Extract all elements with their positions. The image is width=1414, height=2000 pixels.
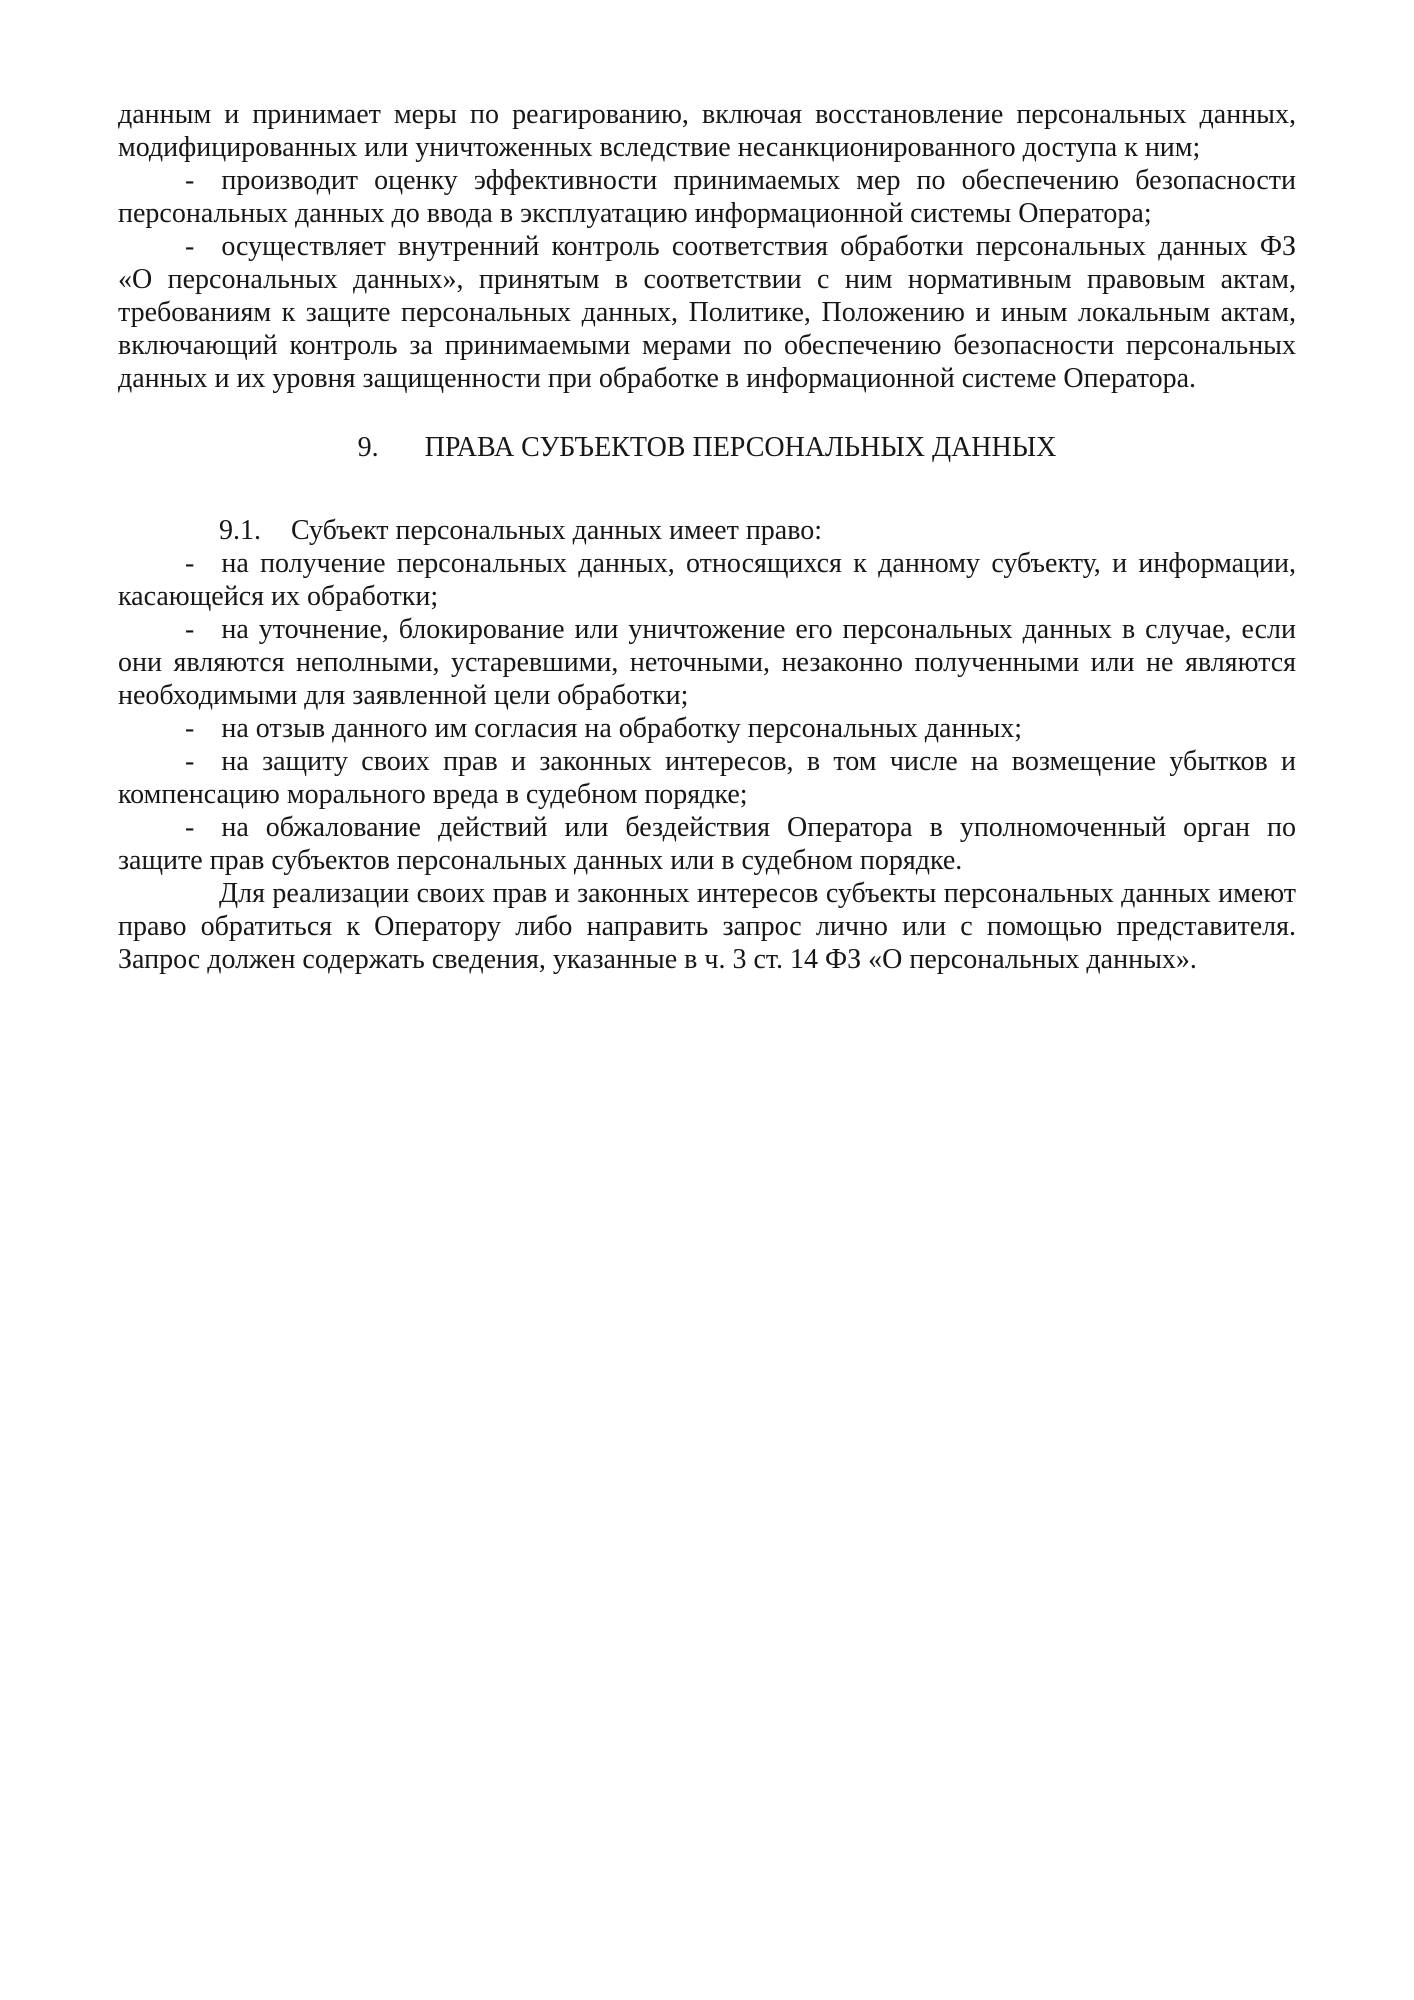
list-item-text: осуществляет внутренний контроль соответствия обработки персональных данных ФЗ «О персональных данных», принятым в соответствии с ним нормативным правовым актам, требованиям к защите персональных данных, Политике, Положению и иным локальным актам, включающий контроль за принимаемыми мерами по обеспечению безопасности персональных данных и их уровня защищенности при обработке в информационной системе Оператора. xyxy=(118,231,1296,394)
list-item-text: на обжалование действий или бездействия Оператора в уполномоченный орган по защите прав субъектов персональных данных или в судебном порядке. xyxy=(118,812,1296,876)
section-title: ПРАВА СУБЪЕКТОВ ПЕРСОНАЛЬНЫХ ДАННЫХ xyxy=(424,432,1057,463)
dash-marker: - xyxy=(185,231,195,262)
list-item-right-appeal xyxy=(118,811,1296,877)
paragraph-closing: Для реализации своих прав и законных интересов субъекты персональных данных имеют право обратиться к Оператору либо направить запрос лично или с помощью представителя. Запрос должен содержать сведения, указанные в ч. 3 ст. 14 ФЗ «О персональных данных». xyxy=(118,878,1296,975)
section-number: 9. xyxy=(357,432,379,463)
list-item-right-withdraw-consent xyxy=(118,712,1296,745)
dash-marker: - xyxy=(185,614,195,645)
list-item-effectiveness-assessment xyxy=(118,164,1296,230)
list-item-right-obtain-data xyxy=(118,547,1296,613)
list-item-internal-control xyxy=(118,230,1296,395)
list-item-text: на получение персональных данных, относящихся к данному субъекту, и информации, касающейся их обработки; xyxy=(118,548,1296,612)
paragraph-continuation: данным и принимает меры по реагированию, включая восстановление персональных данных, модифицированных или уничтоженных вследствие несанкционированного доступа к ним; xyxy=(118,99,1296,163)
section-heading xyxy=(118,431,1296,464)
list-item-text: на уточнение, блокирование или уничтожение его персональных данных в случае, если они являются неполными, устаревшими, неточными, незаконно полученными или не являются необходимыми для заявленной цели обработки; xyxy=(118,614,1296,711)
list-item-text: на отзыв данного им согласия на обработку персональных данных; xyxy=(221,713,1023,744)
dash-marker: - xyxy=(185,812,195,843)
clause-number: 9.1. xyxy=(219,515,261,546)
clause-text: Субъект персональных данных имеет право: xyxy=(291,515,823,546)
list-item-right-rectification xyxy=(118,613,1296,712)
dash-marker: - xyxy=(185,713,195,744)
list-item-text: производит оценку эффективности принимаемых мер по обеспечению безопасности персональных данных до ввода в эксплуатацию информационной системы Оператора; xyxy=(118,165,1296,229)
dash-marker: - xyxy=(185,548,195,579)
list-item-text: на защиту своих прав и законных интересов, в том числе на возмещение убытков и компенсацию морального вреда в судебном порядке; xyxy=(118,746,1296,810)
dash-marker: - xyxy=(185,165,195,196)
clause-9-1 xyxy=(118,514,1296,547)
dash-marker: - xyxy=(185,746,195,777)
list-item-right-legal-protection xyxy=(118,745,1296,811)
